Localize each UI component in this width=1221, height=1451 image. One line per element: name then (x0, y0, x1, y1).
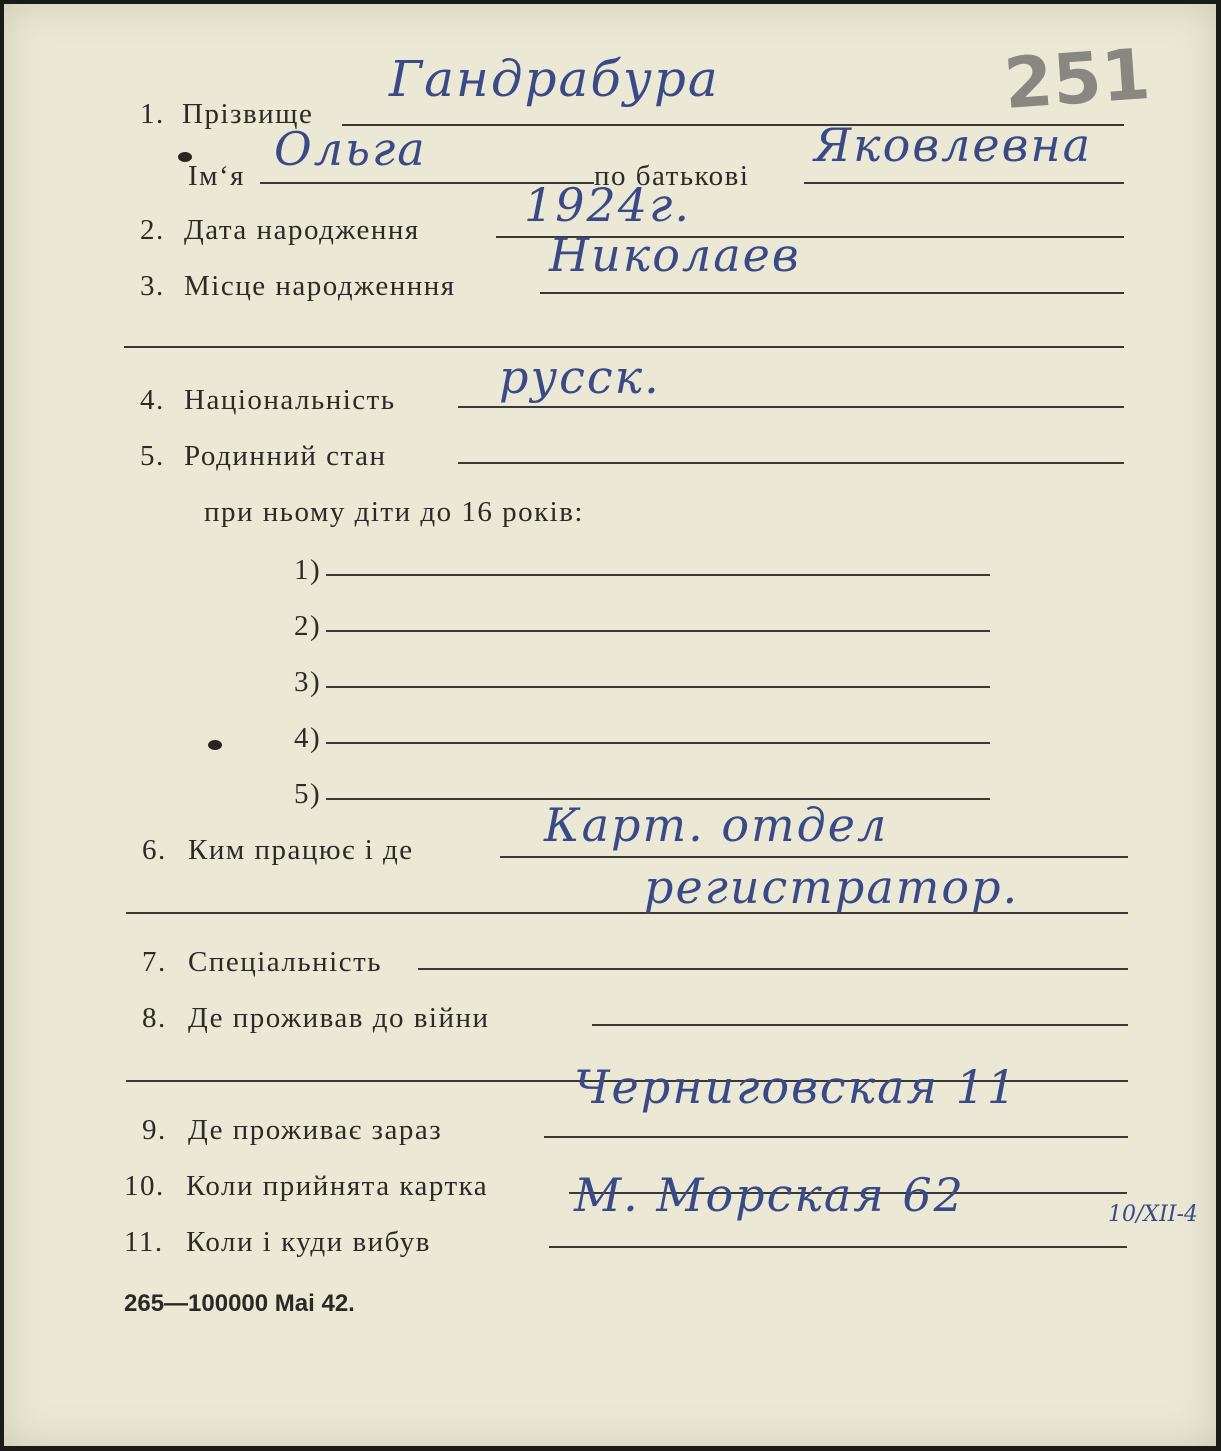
punch-hole (208, 740, 222, 750)
field-patronymic-line (804, 182, 1124, 184)
field-first-name-label: Ім‘я (188, 160, 246, 192)
field-marital-line (458, 462, 1124, 464)
field-10-number: 10. (124, 1170, 165, 1202)
field-marital-label: Родинний стан (184, 440, 387, 472)
field-11-number: 11. (124, 1226, 164, 1258)
field-nationality-label: Національність (184, 384, 396, 416)
field-9-number: 9. (142, 1114, 167, 1146)
field-4-number: 4. (140, 384, 165, 416)
field-8-number: 8. (142, 1002, 167, 1034)
field-nationality-line (458, 406, 1124, 408)
field-birth-place-line-2 (124, 346, 1124, 348)
field-specialty-label: Спеціальність (188, 946, 382, 978)
child-3-line (326, 686, 990, 688)
field-1-number: 1. (140, 98, 165, 130)
field-specialty-line (418, 968, 1128, 970)
field-2-number: 2. (140, 214, 165, 246)
field-6-number: 6. (142, 834, 167, 866)
child-3-label: 3) (294, 666, 322, 698)
field-work-label: Ким працює і де (188, 834, 414, 866)
patronymic-value: Яковлевна (814, 118, 1093, 172)
child-1-label: 1) (294, 554, 322, 586)
child-2-label: 2) (294, 610, 322, 642)
field-prewar-address-label: Де проживав до війни (188, 1002, 490, 1034)
field-departure-line (549, 1246, 1127, 1248)
child-4-line (326, 742, 990, 744)
birth-place-value: Николаев (549, 228, 801, 282)
child-5-label: 5) (294, 778, 322, 810)
current-address-value: Черниговская 11 (574, 1060, 1019, 1114)
field-5-number: 5. (140, 440, 165, 472)
card-accepted-value: М. Морская 62 (574, 1168, 965, 1222)
work-value-line1: Карт. отдел (544, 798, 889, 852)
nationality-value: русск. (499, 350, 661, 404)
field-current-address-line (544, 1136, 1128, 1138)
field-birth-place-line (540, 292, 1124, 294)
field-surname-label: Прізвище (182, 98, 314, 130)
child-2-line (326, 630, 990, 632)
child-4-label: 4) (294, 722, 322, 754)
field-birth-place-label: Місце народженння (184, 270, 456, 302)
surname-value: Гандрабура (389, 50, 720, 108)
card-number: 251 (1001, 33, 1153, 125)
field-prewar-address-line (592, 1024, 1128, 1026)
field-card-accepted-label: Коли прийнята картка (186, 1170, 489, 1202)
card-date-value: 10/XII-4 (1108, 1202, 1198, 1227)
field-departure-label: Коли і куди вибув (186, 1226, 431, 1258)
field-7-number: 7. (142, 946, 167, 978)
birth-date-value: 1924г. (524, 178, 691, 232)
print-info: 265—100000 Mai 42. (124, 1290, 355, 1317)
first-name-value: Ольга (274, 122, 427, 176)
registration-card (4, 4, 1216, 1446)
field-patronymic-label: по батькові (594, 160, 750, 192)
child-1-line (326, 574, 990, 576)
field-work-line (500, 856, 1128, 858)
field-current-address-label: Де проживає зараз (188, 1114, 443, 1146)
field-birth-date-label: Дата народження (184, 214, 420, 246)
field-children-label: при ньому діти до 16 років: (204, 496, 584, 528)
work-value-line2: регистратор. (644, 860, 1020, 914)
field-3-number: 3. (140, 270, 165, 302)
